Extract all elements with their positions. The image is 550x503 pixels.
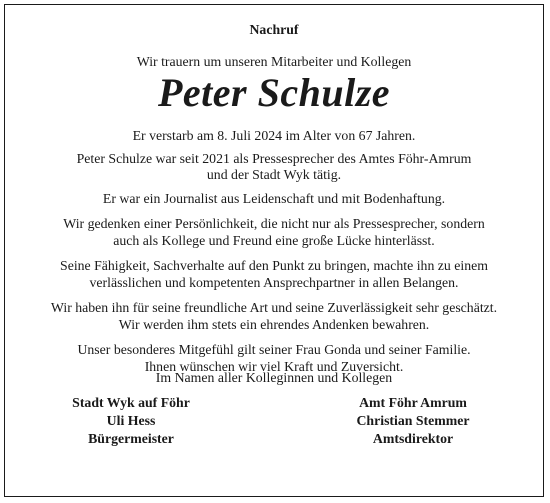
signature-person: Christian Stemmer xyxy=(356,413,470,428)
paragraph-line: Wir haben ihn für seine freundliche Art und seine Zuverlässigkeit sehr geschätzt. xyxy=(50,300,498,315)
paragraph-line: Seine Fähigkeit, Sachverhalte auf den Punkt zu bringen, machte ihn zu einem xyxy=(60,258,488,273)
paragraph-line: Wir werden ihm stets ein ehrendes Andenken bewahren. xyxy=(118,317,430,332)
signature-block-left xyxy=(41,394,221,448)
paragraph-line: Er verstarb am 8. Juli 2024 im Alter von 67 Jahren. xyxy=(132,128,416,143)
signature-title: Bürgermeister xyxy=(88,431,174,446)
signature-title: Amtsdirektor xyxy=(372,431,454,446)
paragraph-line: verlässlichen und kompetenten Ansprechpartner in allen Belangen. xyxy=(89,275,459,290)
paragraph-line: Er war ein Journalist aus Leidenschaft und mit Bodenhaftung. xyxy=(102,191,446,206)
paragraph-line: Ihnen wünschen wir viel Kraft und Zuversicht. xyxy=(144,359,404,374)
paragraph-line: Peter Schulze war seit 2021 als Pressesprecher des Amtes Föhr-Amrum xyxy=(76,151,472,166)
signature-person: Uli Hess xyxy=(106,413,156,428)
signature-block-right xyxy=(323,394,503,448)
notice-intro: Wir trauern um unseren Mitarbeiter und Kollegen xyxy=(136,54,412,69)
obituary-notice xyxy=(4,4,544,497)
signature-organization: Stadt Wyk auf Föhr xyxy=(72,395,190,410)
deceased-name: Peter Schulze xyxy=(157,70,391,115)
paragraph-line: und der Stadt Wyk tätig. xyxy=(206,167,342,182)
paragraph-line: auch als Kollege und Freund eine große Lücke hinterlässt. xyxy=(113,233,435,248)
paragraph-line: Unser besonderes Mitgefühl gilt seiner Frau Gonda und seiner Familie. xyxy=(77,342,471,357)
signature-organization: Amt Föhr Amrum xyxy=(359,395,467,410)
notice-heading: Nachruf xyxy=(249,22,299,37)
paragraph-line: Wir gedenken einer Persönlichkeit, die nicht nur als Pressesprecher, sondern xyxy=(63,216,485,231)
closing-line: Im Namen aller Kolleginnen und Kollegen xyxy=(155,370,393,385)
